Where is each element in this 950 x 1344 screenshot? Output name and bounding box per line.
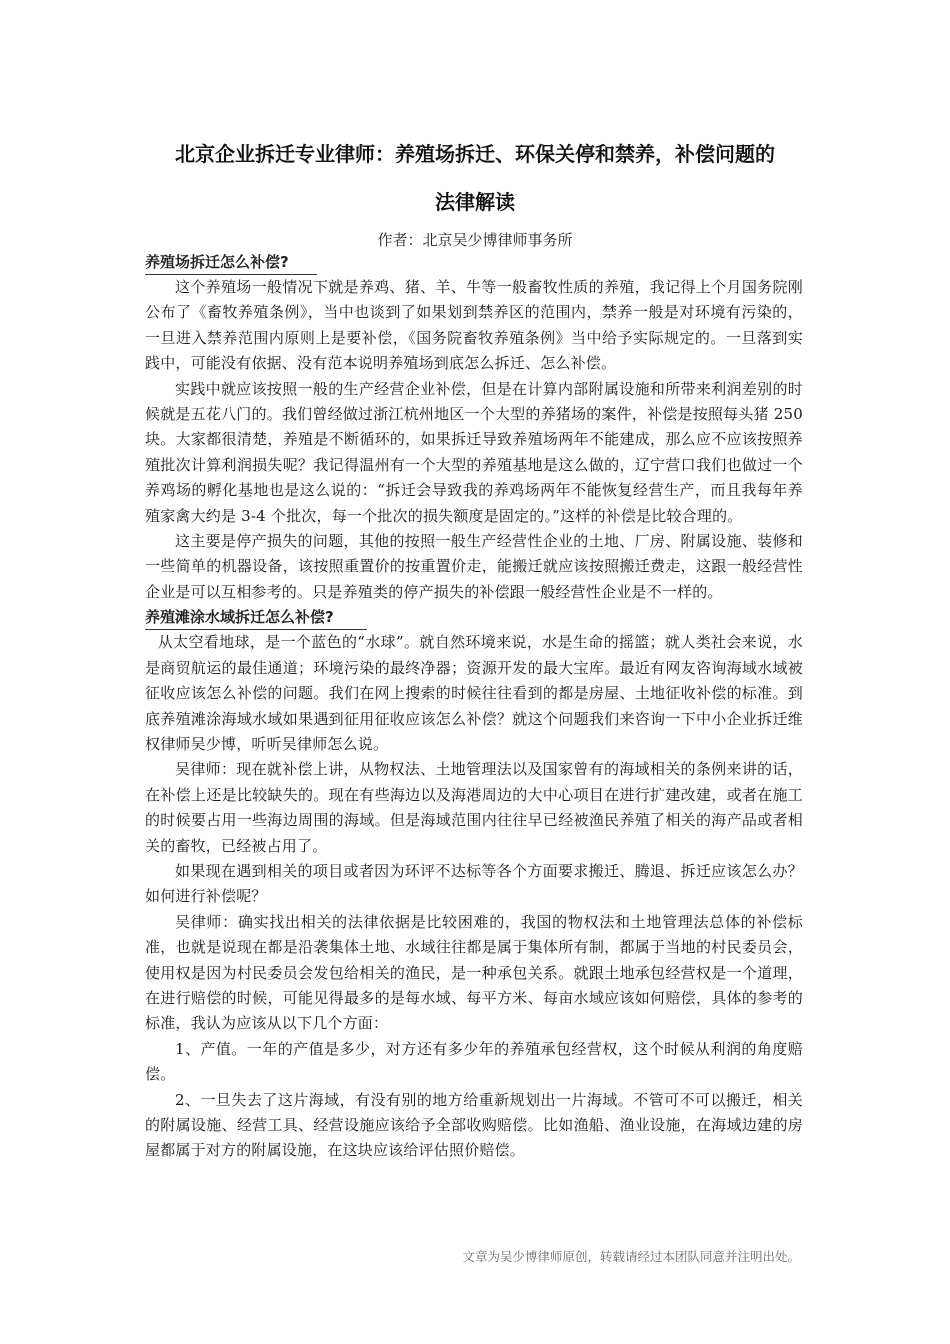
paragraph: 如果现在遇到相关的项目或者因为环评不达标等各个方面要求搬迁、腾退、拆迁应该怎么办？如何进行补偿呢？ [145, 861, 803, 906]
paragraph: 从太空看地球，是一个蓝色的“水球”。就自然环境来说，水是生命的摇篮；就人类社会来说，水是商贸航运的最佳通道；环境污染的最终净器；资源开发的最大宝库。最近有网友咨询海域水域被征收应该怎么补偿的问题。我们在网上搜索的时候往往看到的都是房屋、土地征收补偿的标准。到底养殖滩涂海域水域如果遇到征用征收应该怎么补偿？就这个问题我们来咨询一下中小企业拆迁维权律师吴少博，听听吴律师怎么说。 [145, 633, 803, 753]
author-line: 作者：北京吴少博律师事务所 [377, 231, 573, 249]
paragraph: 实践中就应该按照一般的生产经营企业补偿，但是在计算内部附属设施和所带来利润差别的时候就是五花八门的。我们曾经做过浙江杭州地区一个大型的养猪场的案件，补偿是按照每头猪 250 块。大家都很清楚，养殖是不断循环的，如果拆迁导致养殖场两年不能建成，那么应不应该按照养殖批次计算利润损失呢？我记得温州有一个大型的养殖基地是这么做的，辽宁营口我们也做过一个养鸡场的孵化基地也是这么说的：“拆迁会导致我的养鸡场两年不能恢复经营生产，而且我每年养殖家禽大约是 3-4 个批次，每一个批次的损失额度是固定的。”这样的补偿是比较合理的。 [145, 379, 803, 525]
paragraph: 这个养殖场一般情况下就是养鸡、猪、羊、牛等一般畜牧性质的养殖，我记得上个月国务院刚公布了《畜牧养殖条例》，当中也谈到了如果划到禁养区的范围内，禁养一般是对环境有污染的，一旦进入禁养范围内原则上是要补偿，《国务院畜牧养殖条例》当中给予实际规定的。一旦落到实践中，可能没有依据、没有范本说明养殖场到底怎么拆迁、怎么补偿。 [145, 278, 803, 373]
document-title-line-1: 北京企业拆迁专业律师：养殖场拆迁、环保关停和禁养，补偿问题的 [175, 142, 775, 166]
document-title-line-2: 法律解读 [435, 190, 515, 214]
document-body [145, 250, 803, 1164]
paragraph: 吴律师：确实找出相关的法律依据是比较困难的，我国的物权法和土地管理法总体的补偿标准，也就是说现在都是沿袭集体土地、水域往往都是属于集体所有制，都属于当地的村民委员会，使用权是因为村民委员会发包给相关的渔民，是一种承包关系。就跟土地承包经营权是一个道理，在进行赔偿的时候，可能见得最多的是每水域、每平方米、每亩水域应该如何赔偿，具体的参考的标准，我认为应该从以下几个方面： [145, 912, 803, 1033]
paragraph: 这主要是停产损失的问题，其他的按照一般生产经营性企业的土地、厂房、附属设施、装修和一些简单的机器设备，该按照重置价的按重置价走，能搬迁就应该按照搬迁费走，这跟一般经营性企业是可以互相参考的。只是养殖类的停产损失的补偿跟一般经营性企业是不一样的。 [145, 532, 803, 601]
paragraph: 1、产值。一年的产值是多少，对方还有多少年的养殖承包经营权，这个时候从利润的角度赔偿。 [145, 1039, 803, 1084]
paragraph: 2、一旦失去了这片海域，有没有别的地方给重新规划出一片海域。不管可不可以搬迁，相关的附属设施、经营工具、经营设施应该给予全部收购赔偿。比如渔船、渔业设施，在海域边建的房屋都属于对方的附属设施，在这块应该给评估照价赔偿。 [145, 1090, 803, 1160]
section-waters [145, 605, 803, 1164]
section-heading: 养殖场拆迁怎么补偿? [145, 250, 317, 275]
paragraph: 吴律师：现在就补偿上讲，从物权法、土地管理法以及国家曾有的海域相关的条例来讲的话，在补偿上还是比较缺失的。现在有些海边以及海港周边的大中心项目在进行扩建改建，或者在施工的时候要占用一些海边周围的海域。但是海域范围内往往早已经被渔民养殖了相关的海产品或者相关的畜牧，已经被占用了。 [145, 760, 803, 855]
copyright-footer: 文章为吴少博律师原创，转载请经过本团队同意并注明出处。 [462, 1249, 800, 1264]
section-heading: 养殖滩涂水域拆迁怎么补偿? [145, 605, 367, 630]
section-breeding-farm [145, 250, 803, 605]
